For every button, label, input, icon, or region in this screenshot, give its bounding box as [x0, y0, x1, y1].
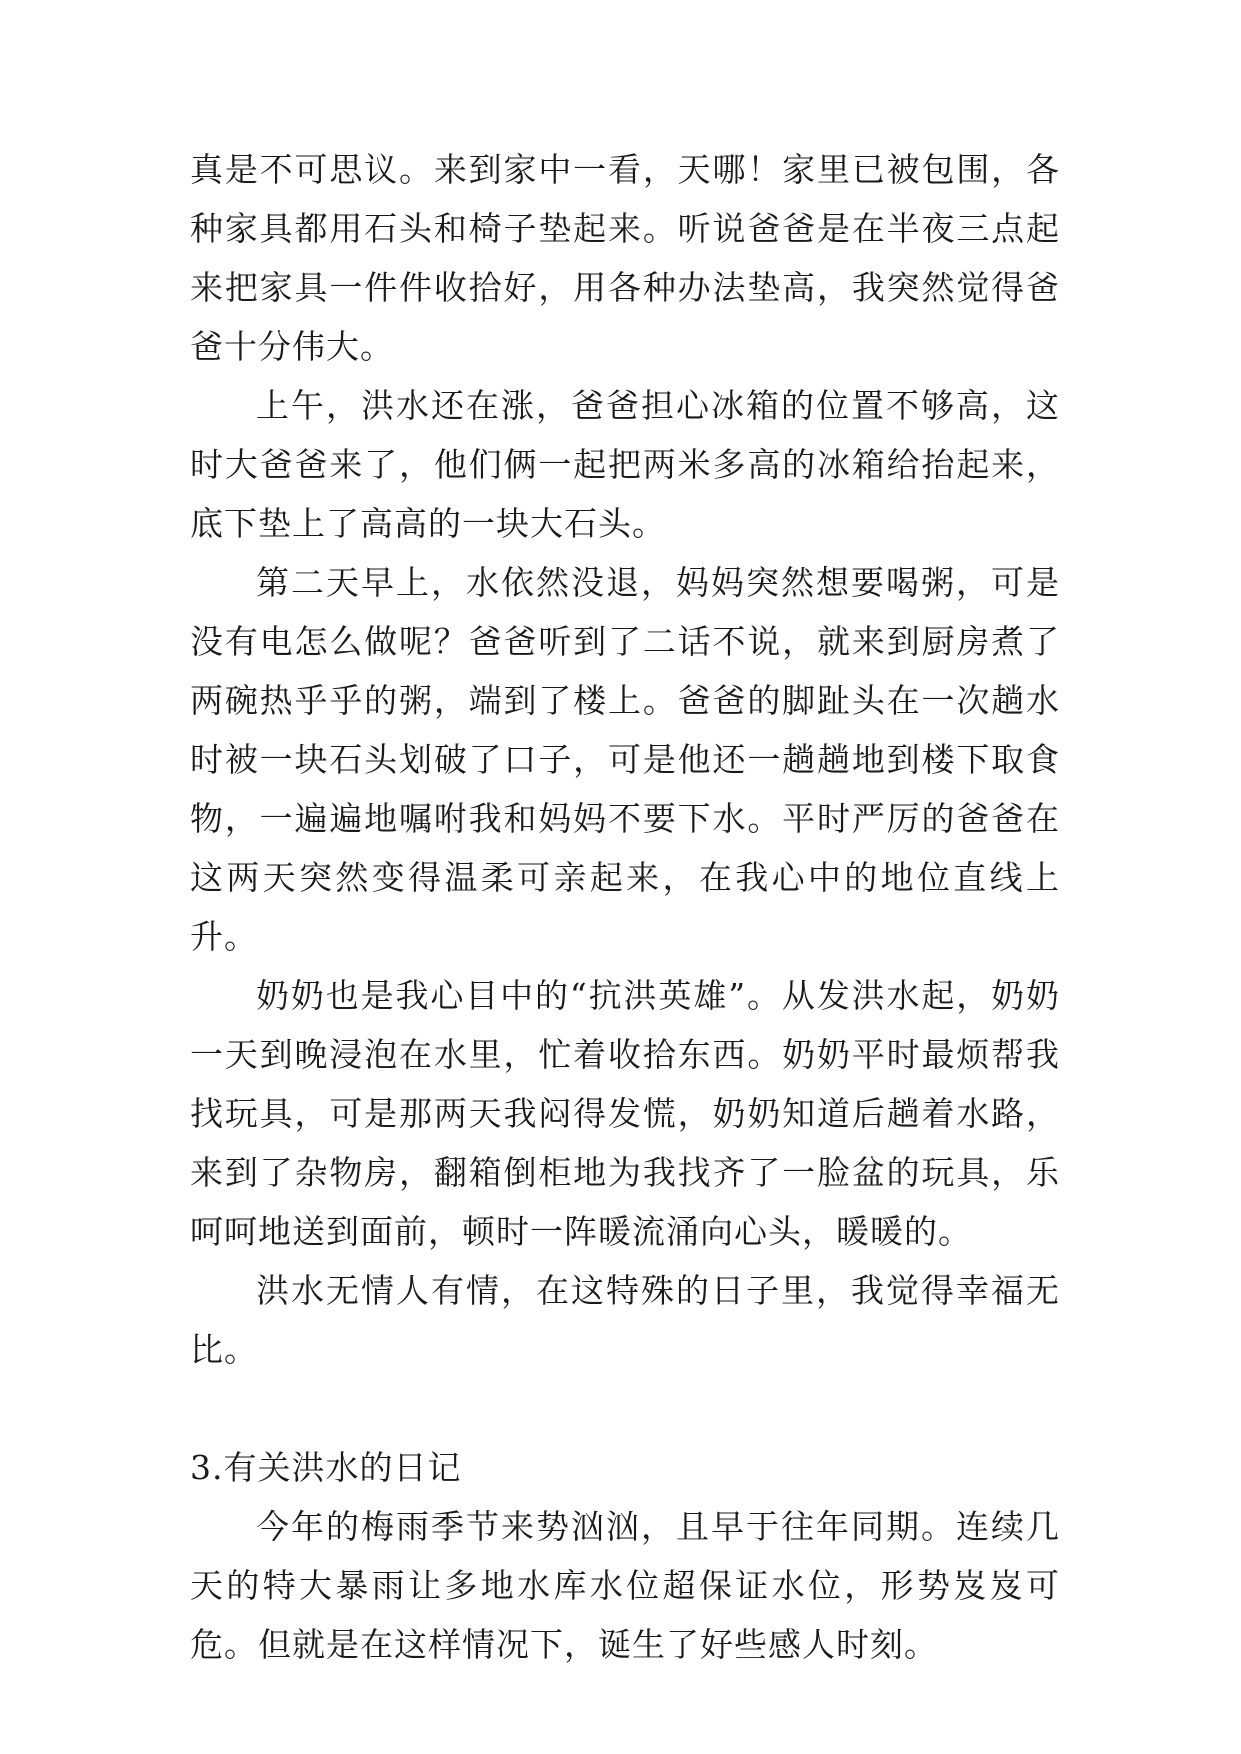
paragraph-5: 洪水无情人有情，在这特殊的日子里，我觉得幸福无比。 [190, 1271, 1060, 1369]
section-heading: 3.有关洪水的日记 [190, 1448, 462, 1487]
paragraph-1: 真是不可思议。来到家中一看，天哪！家里已被包围，各种家具都用石头和椅子垫起来。听说爸爸是在半夜三点起来把家具一件件收拾好，用各种办法垫高，我突然觉得爸爸十分伟大。 [190, 150, 1060, 366]
paragraph-2: 上午，洪水还在涨，爸爸担心冰箱的位置不够高，这时大爸爸来了，他们俩一起把两米多高的冰箱给抬起来，底下垫上了高高的一块大石头。 [190, 386, 1060, 543]
paragraph-3: 第二天早上，水依然没退，妈妈突然想要喝粥，可是没有电怎么做呢？爸爸听到了二话不说，就来到厨房煮了两碗热乎乎的粥，端到了楼上。爸爸的脚趾头在一次趟水时被一块石头划破了口子，可是他还一趟趟地到楼下取食物，一遍遍地嘱咐我和妈妈不要下水。平时严厉的爸爸在这两天突然变得温柔可亲起来，在我心中的地位直线上升。 [190, 563, 1060, 956]
body-text [190, 140, 1060, 1674]
paragraph-6: 今年的梅雨季节来势汹汹，且早于往年同期。连续几天的特大暴雨让多地水库水位超保证水位，形势岌岌可危。但就是在这样情况下，诞生了好些感人时刻。 [190, 1507, 1060, 1664]
paragraph-4: 奶奶也是我心目中的“抗洪英雄”。从发洪水起，奶奶一天到晚浸泡在水里，忙着收拾东西。奶奶平时最烦帮我找玩具，可是那两天我闷得发慌，奶奶知道后趟着水路，来到了杂物房，翻箱倒柜地为我找齐了一脸盆的玩具，乐呵呵地送到面前，顿时一阵暖流涌向心头，暖暖的。 [190, 976, 1060, 1251]
section-gap [190, 1379, 1060, 1438]
